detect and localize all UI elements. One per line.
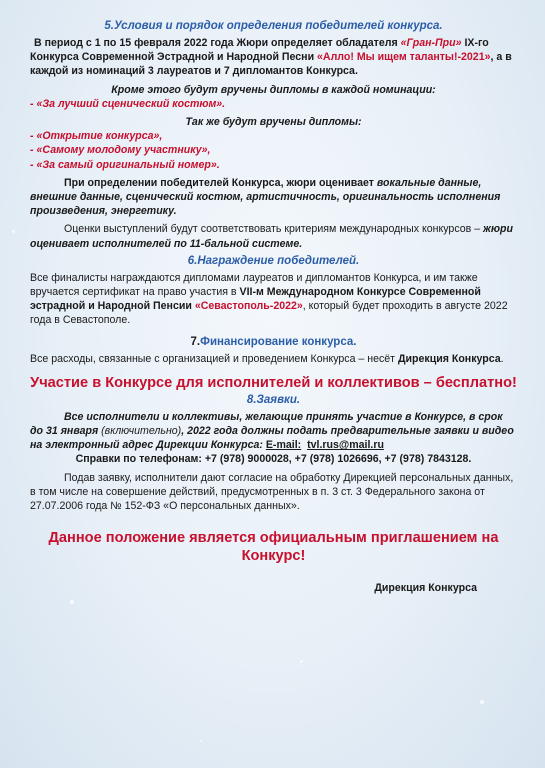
text-fragment: Все исполнители и коллективы, желающие принять участие в Конкурсе, в срок до 31 января: [30, 410, 503, 438]
grand-prix-label: «Гран-При»: [400, 37, 462, 49]
section-5-paragraph-3: Так же будут вручены дипломы:: [185, 116, 362, 129]
contest-name: «Алло! Мы ищем таланты!-2021»: [317, 51, 491, 64]
section-8-paragraph-1: [30, 410, 517, 453]
text-fragment: , а в каждой из номинаций 3 лауреатов и 7 дипломантов Конкурса.: [30, 51, 512, 78]
contact-phones: Справки по телефонам: +7 (978) 9000028, +7 (978) 1026696, +7 (978) 7843128.: [75, 453, 472, 466]
text-fragment: , который будет проходить в августе 2022 года в Севастополе.: [30, 300, 508, 327]
free-participation-banner: Участие в Конкурсе для исполнителей и коллективов – бесплатно!: [30, 374, 517, 391]
section-5-paragraph-1: [30, 36, 517, 79]
section-7-title-text: Финансирование конкурса.: [200, 335, 357, 348]
section-7-paragraph: [30, 352, 517, 366]
nomination-costume: - «За лучший сценический костюм».: [30, 97, 226, 110]
sparkle-decoration: [480, 700, 484, 704]
international-contest-name: VII-м Международном Конкурсе Современной эстрадной и Народной Пенсии: [30, 286, 481, 313]
section-5-paragraph-2: Кроме этого будут вручены дипломы в каждой номинации:: [111, 83, 436, 96]
text-fragment: .: [500, 352, 504, 365]
sparkle-decoration: [12, 230, 15, 233]
text-fragment: Все расходы, связанные с организацией и проведением Конкурса – несёт: [30, 352, 398, 365]
section-8-title: 8.Заявки.: [246, 393, 301, 406]
section-7-number: 7.: [190, 335, 201, 348]
text-fragment: , 2022 года должны подать предварительные заявки и видео на электронный адрес Дирекции Конкурса:: [30, 425, 514, 452]
section-5-paragraph-4: [30, 176, 517, 219]
text-fragment: IX-го Конкурса Современной Эстрадной и Народной Песни: [30, 37, 489, 64]
section-6-title: 6.Награждение победителей.: [187, 254, 360, 267]
email-link[interactable]: tvl.rus@mail.ru: [307, 439, 384, 452]
nomination-opening: - «Открытие конкурса»,: [30, 130, 163, 143]
directorate-label: Дирекция Конкурса: [397, 352, 501, 365]
section-5-paragraph-5: [30, 222, 517, 250]
sevastopol-contest-name: «Севастополь-2022»: [194, 300, 303, 313]
scoring-system: жюри оценивает исполнителей по 11-бальной системе.: [30, 223, 513, 250]
text-fragment: При определении победителей Конкурса, жюри оценивает: [64, 176, 377, 189]
nomination-youngest: - «Самому молодому участнику»,: [30, 144, 211, 157]
text-fragment: В период с 1 по 15 февраля 2022 года Жюри определяет обладателя: [34, 37, 401, 49]
official-invitation: Данное положение является официальным приглашением на Конкурс!: [48, 530, 499, 565]
sparkle-decoration: [70, 600, 74, 604]
section-6-paragraph: [30, 271, 517, 328]
text-fragment: Оценки выступлений будут соответствовать критериям международных конкурсов –: [64, 223, 484, 236]
signature: Дирекция Конкурса: [374, 582, 477, 595]
nomination-original: - «За самый оригинальный номер».: [30, 158, 220, 171]
sparkle-decoration: [200, 740, 202, 742]
text-fragment: Все финалисты награждаются дипломами лауреатов и дипломантов Конкурса, и им также вручается сертификат на право участия в: [30, 271, 478, 299]
inclusive-note: (включительно): [101, 425, 182, 438]
section-8-paragraph-2: Подав заявку, исполнители дают согласие на обработку Дирекцией персональных данных, в том числе на совершение действий, предусмотренных в п. 3 ст. 3 Федерального закона от 27.07.2006 года № 152-ФЗ «О персональных данных».: [30, 471, 514, 513]
email-label: E-mail:: [265, 439, 302, 452]
section-5-title: 5.Условия и порядок определения победителей конкурса.: [104, 20, 443, 32]
criteria-list: вокальные данные, внешние данные, сценический костюм, артистичность, оригинальность исполнения произведения, энергетику.: [30, 176, 501, 218]
sparkle-decoration: [300, 660, 303, 663]
section-7-title: [30, 336, 517, 348]
